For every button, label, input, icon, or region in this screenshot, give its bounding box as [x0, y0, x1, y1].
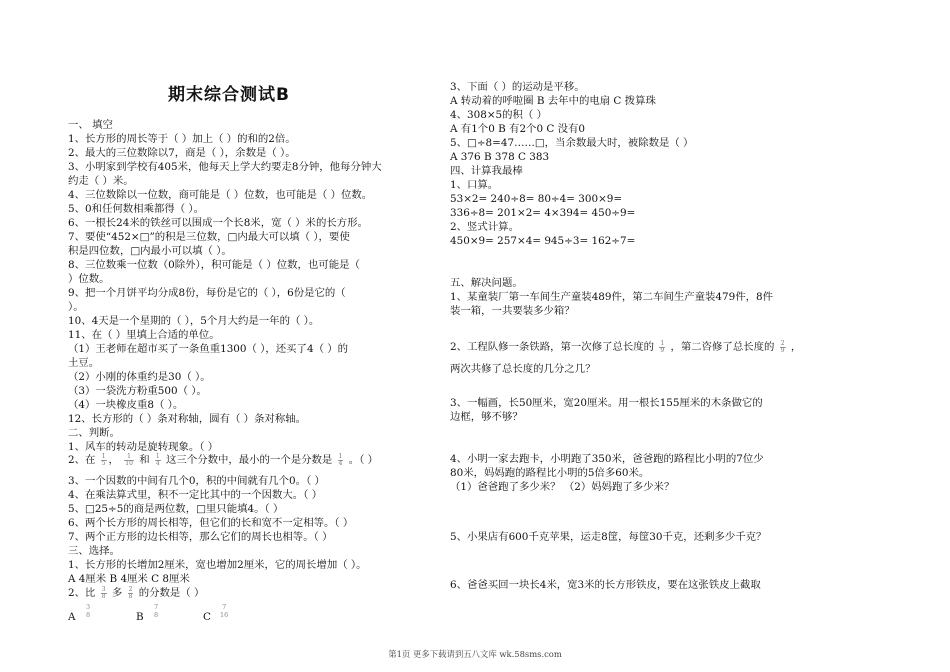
question-text: （4）一块橡皮重8（ ）。: [68, 399, 184, 411]
fraction: [659, 341, 665, 354]
fraction: [124, 454, 134, 467]
text-fragment: 多: [111, 587, 123, 599]
fraction: [128, 587, 134, 600]
fraction-denominator: 8: [101, 592, 106, 600]
question-text: 6、爸爸买回一块长4米，宽3米的长方形铁皮，要在这张铁皮上截取: [450, 579, 761, 591]
question-text: （2）小刚的体重约是30（ ）。: [68, 371, 211, 383]
text-fragment: ，: [790, 341, 802, 353]
fraction: [155, 454, 161, 467]
fraction-numerator: 1: [101, 452, 106, 460]
question-text: 装一箱，一共要装多少箱？: [450, 305, 575, 317]
option-label-b: B: [136, 611, 144, 623]
fraction: [338, 454, 344, 467]
calc-row: 53×2= 240÷8= 80÷4= 300×9=: [450, 193, 623, 205]
question-text: 1、口算。: [450, 179, 499, 191]
question-text: 8、三位数乘一位数（0除外），积可能是（ ）位数，也可能是（: [68, 259, 360, 271]
question-text: 4、三位数除以一位数，商可能是（ ）位数，也可能是（ ）位数。: [68, 189, 373, 201]
question-text: 1、长方形的周长等于（ ）加上（ ）的和的2倍。: [68, 133, 296, 145]
text-fragment: 这三个分数中，最小的一个是分数是: [166, 454, 333, 466]
fraction-numerator: 1: [660, 339, 665, 347]
fraction-numerator: 2: [128, 585, 133, 593]
section-judge-heading: 二、判断。: [68, 427, 120, 439]
fraction-numerator: 3: [86, 603, 91, 611]
fraction-numerator: 1: [155, 452, 160, 460]
text-fragment: ，第二咨修了总长度的: [670, 341, 775, 353]
option-fraction-a: [86, 603, 90, 619]
fraction-numerator: 1: [338, 452, 343, 460]
option-fraction-b: [154, 603, 158, 619]
fraction-denominator: 8: [154, 611, 159, 619]
question-text: 约走（ ）米。: [68, 175, 134, 187]
options-text: A 4厘米 B 4厘米 C 8厘米: [68, 573, 190, 585]
question-text-fractions: 2、在 $\frac{1}{5}$ ， $\frac{1}{10}$ 和 $\frac{1}{4}$ 这三个分数中，最小的一个是分数是 $\frac{1}{4}$ 。（ ）: [68, 452, 379, 467]
option-fraction-c: [220, 603, 228, 619]
fraction-denominator: 10: [125, 459, 133, 467]
fraction-numerator: 7: [222, 603, 227, 611]
text-fragment: 2、比: [68, 587, 96, 599]
question-text: 1、风车的转动是旋转现象。（ ）: [68, 441, 219, 453]
option-label-a: A: [68, 611, 76, 623]
question-text: ）位数。: [68, 273, 110, 285]
section-calc-heading: 四、计算我最棒: [450, 165, 523, 177]
question-text: 1、某童装厂第一车间生产童装489件，第二车间生产童装479件，8件: [450, 291, 774, 303]
page-footer: 第1页 更多下载请到五八文库 wk.58sms.com: [388, 649, 562, 659]
question-text: 3、一幅画，长50厘米，宽20厘米。用一根长155厘米的木条做它的: [450, 397, 763, 409]
fraction-denominator: 4: [155, 459, 160, 467]
options-text: A 有1个0 B 有2个0 C 没有0: [450, 123, 586, 135]
section-fill-in-heading: 一、 填空: [68, 119, 113, 131]
question-text: （1）爸爸跑了多少米？ （2）妈妈跑了多少米？: [450, 481, 675, 493]
question-text: 5、0和任何数相乘都得（ ）。: [68, 203, 205, 215]
options-text: A 转动着的呼啦圈 B 去年中的电扇 C 拨算珠: [450, 95, 656, 107]
fraction: [101, 587, 107, 600]
question-text: 5、□25÷5的商是两位数，□里只能填4。（ ）: [68, 503, 284, 515]
calc-row: 336÷8= 201×2= 4×394= 450÷9=: [450, 207, 636, 219]
question-text: （3）一袋洗方粉重500（ ）。: [68, 385, 207, 397]
fraction-denominator: 9: [780, 346, 785, 354]
fraction-denominator: 4: [338, 459, 343, 467]
fraction: [101, 454, 107, 467]
question-text: 4、在乘法算式里，积不一定比其中的一个因数大。（ ）: [68, 489, 323, 501]
options-text: A 376 B 378 C 383: [450, 151, 550, 163]
question-text: 3、小明家到学校有405米，他每天上学大约要走8分钟，他每分钟大: [68, 161, 382, 173]
text-fragment: 的分数是（ ）: [138, 587, 205, 599]
fraction-numerator: 2: [780, 339, 785, 347]
text-fragment: 2、工程队修一条铁路，第一次修了总长度的: [450, 341, 655, 353]
calc-row: 450×9= 257×4= 945÷3= 162÷7=: [450, 235, 636, 247]
question-text: 3、下面（ ）的运动是平移。: [450, 81, 585, 93]
text-fragment: 。（ ）: [348, 454, 379, 466]
fraction-numerator: 1: [124, 454, 134, 461]
question-text: 4、308×5的积（ ）: [450, 109, 548, 121]
question-text: 2、竖式计算。: [450, 221, 519, 233]
option-label-c: C: [203, 611, 211, 623]
section-problems-heading: 五、解决问题。: [450, 277, 523, 289]
question-text: 80米，妈妈跑的路程比小明的5倍多60米。: [450, 467, 650, 479]
question-text: 3、一个因数的中间有几个0，积的中间就有几个0。（ ）: [68, 475, 325, 487]
fraction: [780, 341, 786, 354]
question-text: 5、小果店有600千克苹果，运走8筐，每筐30千克，还剩多少千克？: [450, 531, 767, 543]
question-text: 6、两个长方形的周长相等，但它们的长和宽不一定相等。（ ）: [68, 517, 354, 529]
question-text: 边框，够不够？: [450, 411, 523, 423]
question-text: 积是四位数，□内最小可以填（ ）。: [68, 245, 232, 257]
section-choice-heading: 三、选择。: [68, 545, 120, 557]
question-text: （1）王老师在超市买了一条鱼重1300（ ），还买了4（ ）的: [68, 343, 349, 355]
question-text: 10、4天是一个星期的（ ），5个月大约是一年的（ ）。: [68, 315, 320, 327]
question-text: 土豆。: [68, 357, 100, 369]
question-text: 9、把一个月饼平均分成8份，每份是它的（ ），6份是它的（: [68, 287, 346, 299]
question-text: 4、小明一家去跑卡，小明跑了350米，爸爸跑的路程比小明的7位少: [450, 453, 764, 465]
fraction-denominator: 8: [128, 592, 133, 600]
fraction-numerator: 7: [154, 603, 159, 611]
fraction-denominator: 5: [101, 459, 106, 467]
page-title: 期末综合测试B: [168, 85, 290, 105]
question-text-fractions: [68, 583, 204, 603]
question-text: 两次共修了总长度的几分之几？: [450, 363, 596, 375]
fraction-denominator: 16: [220, 611, 229, 619]
question-text: ）。: [68, 301, 84, 313]
text-fragment: 2、在: [68, 454, 96, 466]
question-text-fractions: [450, 337, 801, 357]
question-text: 7、要使“452×□”的积是三位数，□内最大可以填（ ），要使: [68, 231, 350, 243]
fraction-denominator: 8: [86, 611, 91, 619]
question-text: 12、长方形的（ ）条对称轴，圆有（ ）条对称轴。: [68, 413, 307, 425]
fraction-denominator: 9: [660, 346, 665, 354]
text-fragment: 和: [139, 454, 150, 466]
question-text: 7、两个正方形的边长相等，那么它们的周长也相等。（ ）: [68, 531, 333, 543]
question-text: 6、一根长24米的铁丝可以围成一个长8米，宽（ ）米的长方形。: [68, 217, 368, 229]
question-text: 11、在（ ）里填上合适的单位。: [68, 329, 220, 341]
fraction-numerator: 3: [101, 585, 106, 593]
question-text: 1、长方形的长增加2厘米，宽也增加2厘米，它的周长增加（ ）。: [68, 559, 367, 571]
question-text: 5、□÷8=47……□，当余数最大时，被除数是（ ）: [450, 137, 694, 149]
question-text: 2、最大的三位数除以7，商是（ ），余数是（ ）。: [68, 147, 296, 159]
